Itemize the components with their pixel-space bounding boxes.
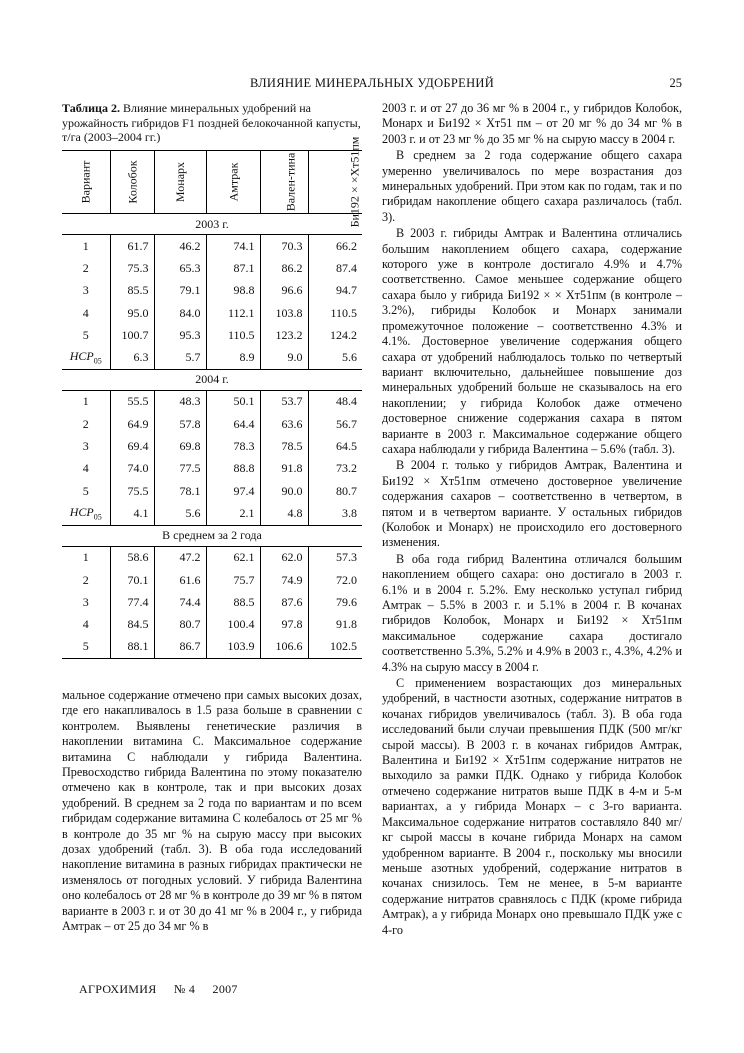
table-cell: 48.3: [154, 390, 206, 413]
table-cell: 5.6: [308, 346, 362, 369]
table-cell: 57.8: [154, 413, 206, 435]
column-header: [62, 151, 110, 214]
section-title: 2004 г.: [62, 369, 362, 390]
table-cell: 84.5: [110, 613, 154, 635]
table-cell: 69.4: [110, 435, 154, 457]
variant-cell: 3: [82, 283, 89, 298]
table-cell: 124.2: [308, 324, 362, 346]
table-cell: 6.3: [110, 346, 154, 369]
column-header-label: Колобок: [125, 159, 140, 204]
variant-cell: 1: [82, 550, 89, 565]
table-cell: 5.6: [154, 502, 206, 525]
table-row: [62, 235, 362, 258]
table-cell: 74.9: [260, 569, 308, 591]
table-cell: 48.4: [308, 390, 362, 413]
table-cell: 77.4: [110, 591, 154, 613]
section-title: 2003 г.: [62, 214, 362, 235]
table-row: [62, 257, 362, 279]
column-header: [308, 136, 362, 227]
column-header-label: Монарх: [173, 161, 187, 202]
table-cell: 78.5: [260, 435, 308, 457]
table-cell: 74.1: [206, 235, 260, 258]
table-cell: 95.0: [110, 302, 154, 324]
right-column-text: [382, 101, 682, 938]
column-header: [260, 151, 308, 214]
table-cell: 61.7: [110, 235, 154, 258]
column-header-label: Вален-тина: [282, 152, 297, 211]
table-cell: 9.0: [260, 346, 308, 369]
table-caption-text: Влияние минеральных удобрений на урожайность гибридов F1 поздней белокочанной капусты, т/га (2003–2004 гг.): [62, 101, 361, 145]
table-cell: 86.2: [260, 257, 308, 279]
variant-cell: 2: [82, 260, 89, 275]
table-cell: 64.4: [206, 413, 260, 435]
table-cell: 80.7: [154, 613, 206, 635]
page-number: 25: [669, 76, 682, 90]
table-cell: 95.3: [154, 324, 206, 346]
variant-cell: 1: [82, 394, 89, 409]
column-header: [154, 151, 206, 214]
table-cell: 70.3: [260, 235, 308, 258]
column-header: [110, 151, 154, 214]
table-caption: [62, 101, 362, 145]
table-cell: 70.1: [110, 569, 154, 591]
footer-issue: № 4: [173, 982, 196, 996]
table-cell: 77.5: [154, 458, 206, 480]
running-header: [62, 76, 682, 92]
table-cell: 103.9: [206, 636, 260, 659]
table-cell: 94.7: [308, 280, 362, 302]
table-cell: 96.6: [260, 280, 308, 302]
table-cell: 100.7: [110, 324, 154, 346]
variant-cell: 4: [82, 617, 89, 632]
table-cell: 73.2: [308, 458, 362, 480]
table-row: [62, 502, 362, 525]
table-cell: 2.1: [206, 502, 260, 525]
paragraph: мальное содержание отмечено при самых высоких дозах, где его накапливалось в 1.5 раза больше в сравнении с контролем. Выявлены генетические различия в накоплении витамина С. Максимальное содержание витамина С наблюдали у гибрида Валентина. Превосходство гибрида Валентина по этому показателю отмечено как в контроле, так и при высоких дозах удобрений. В среднем за 2 года по вариантам и по всем гибридам содержание витамина С колебалось от 25 мг % в контроле до 35 мг % на сырую массу при высоких дозах удобрений (табл. 3). В оба года исследований накопление витамина в разных гибридах практически не изменялось от погодных условий. У гибрида Валентина оно колебалось от 28 мг % в контроле до 39 мг % в пятом варианте в 2003 г. и от 30 до 41 мг % в 2004 г., у гибрида Амтрак – от 25 до 34 мг % в: [62, 688, 362, 934]
table-cell: 79.1: [154, 280, 206, 302]
table-cell: 4.8: [260, 502, 308, 525]
variant-cell: 4: [82, 461, 89, 476]
variant-cell: 2: [82, 572, 89, 587]
table-cell: 64.9: [110, 413, 154, 435]
table-cell: 69.8: [154, 435, 206, 457]
table-cell: 72.0: [308, 569, 362, 591]
variant-cell: 5: [82, 327, 89, 342]
table-row: [62, 346, 362, 369]
table-cell: 98.8: [206, 280, 260, 302]
table-cell: 90.0: [260, 480, 308, 502]
table-cell: 87.1: [206, 257, 260, 279]
footer-journal: АГРОХИМИЯ: [79, 982, 157, 996]
column-header-label: Би192 × ×Хт51пм: [346, 136, 361, 227]
table-row: [62, 435, 362, 457]
table-row: [62, 324, 362, 346]
table-cell: 46.2: [154, 235, 206, 258]
table-cell: 88.1: [110, 636, 154, 659]
table-row: [62, 480, 362, 502]
table-cell: 87.6: [260, 591, 308, 613]
table-cell: 85.5: [110, 280, 154, 302]
table-cell: 112.1: [206, 302, 260, 324]
table-cell: 47.2: [154, 546, 206, 569]
table-cell: 64.5: [308, 435, 362, 457]
table-cell: 50.1: [206, 390, 260, 413]
table-cell: 62.1: [206, 546, 260, 569]
table-cell: 79.6: [308, 591, 362, 613]
table-cell: 80.7: [308, 480, 362, 502]
table-cell: 87.4: [308, 257, 362, 279]
table-row: [62, 458, 362, 480]
table-cell: 100.4: [206, 613, 260, 635]
table-cell: 88.8: [206, 458, 260, 480]
table-cell: 62.0: [260, 546, 308, 569]
table-cell: 3.8: [308, 502, 362, 525]
table-row: [62, 546, 362, 569]
variant-cell: 2: [82, 416, 89, 431]
paragraph: В среднем за 2 года содержание общего сахара умеренно увеличивалось по мере возрастания доз минеральных удобрений. При этом как по годам, так и по гибридам накопление общего сахара различалось (табл. 3).: [382, 148, 682, 224]
table-cell: 75.7: [206, 569, 260, 591]
paragraph: В 2003 г. гибриды Амтрак и Валентина отличались большим накоплением общего сахара, содержание которого уже в контроле достигало 4.9% и 4.7% соответственно. Самое меньшее содержание общего сахара было у гибрида Би192 × × Хт51пм (в контроле – 3.2%), гибриды Колобок и Монарх занимали промежуточное положение – соответственно 4.3% и 4.1%. Достоверное увеличение содержания общего сахара от удобрений наблюдалось только по четвертый вариант включительно, дальнейшее повышение доз минеральных удобрений больше не сказывалось на его накоплении; у гибрида Колобок даже отмечено достоверное снижение содержания сахара в пятом варианте в 2003 г. Максимальное содержание общего сахара наблюдали у гибрида Валентина – 5.6% (табл. 3).: [382, 226, 682, 456]
table-cell: 123.2: [260, 324, 308, 346]
variant-cell: 5: [82, 483, 89, 498]
table-cell: 57.3: [308, 546, 362, 569]
table-cell: 75.5: [110, 480, 154, 502]
table-cell: 4.1: [110, 502, 154, 525]
paragraph: В 2004 г. только у гибридов Амтрак, Валентина и Би192 × Хт51пм отмечено достоверное увеличение содержания сахаров – соответственно в четвертом, в пятом и в четвертом варианте. У остальных гибридов (Колобок и Монарх) не происходило его достоверного изменения.: [382, 458, 682, 550]
yield-table: [62, 136, 362, 659]
table-cell: 55.5: [110, 390, 154, 413]
table-row: [62, 302, 362, 324]
table-cell: 74.4: [154, 591, 206, 613]
table-row: [62, 390, 362, 413]
table-row: [62, 569, 362, 591]
table-cell: 84.0: [154, 302, 206, 324]
section-title: В среднем за 2 года: [62, 525, 362, 546]
section-row: [62, 369, 362, 390]
column-header-label: Вариант: [78, 160, 93, 203]
variant-cell: 4: [82, 305, 89, 320]
variant-cell: $HCP_{05}$: [69, 349, 102, 366]
table-cell: 66.2: [308, 235, 362, 258]
table-cell: 61.6: [154, 569, 206, 591]
table-cell: 110.5: [308, 302, 362, 324]
table-cell: 74.0: [110, 458, 154, 480]
column-header-label: Амтрак: [226, 162, 240, 201]
table-cell: 8.9: [206, 346, 260, 369]
variant-cell: 3: [82, 594, 89, 609]
table-cell: 75.3: [110, 257, 154, 279]
table-cell: 56.7: [308, 413, 362, 435]
variant-cell: $HCP_{05}$: [69, 505, 102, 522]
table-cell: 103.8: [260, 302, 308, 324]
paragraph: В оба года гибрид Валентина отличался большим накоплением общего сахара: оно достигало в 2003 г. 6.1% и в 2004 г. 5.2%. Ему несколько уступал гибрид Амтрак – 5.5% в 2003 г. и 5.1% в 2004 г. В кочанах гибридов Колобок, Монарх и Би192 × Хт51пм максимальное содержание сахара достигало соответственно 5.3%, 5.2% и 4.9% в 2003 г., 4.3%, 4.2% и 4.3% на сырую массу в 2004 г.: [382, 551, 682, 674]
section-row: [62, 214, 362, 235]
left-column-text: [62, 688, 362, 935]
table-row: [62, 280, 362, 302]
table-cell: 88.5: [206, 591, 260, 613]
paragraph: 2003 г. и от 27 до 36 мг % в 2004 г., у гибридов Колобок, Монарх и Би192 × Хт51 пм – от 20 мг % до 34 мг % в 2003 г. и от 23 мг % до 35 мг % на сырую массу в 2004 г.: [382, 101, 682, 146]
table-cell: 110.5: [206, 324, 260, 346]
table-cell: 97.4: [206, 480, 260, 502]
table-cell: 91.8: [308, 613, 362, 635]
table-cell: 78.1: [154, 480, 206, 502]
variant-cell: 1: [82, 238, 89, 253]
table-row: [62, 413, 362, 435]
table-cell: 102.5: [308, 636, 362, 659]
column-header: [206, 151, 260, 214]
table-row: [62, 591, 362, 613]
table-cell: 78.3: [206, 435, 260, 457]
table-cell: 5.7: [154, 346, 206, 369]
table-caption-label: Таблица 2.: [62, 101, 120, 115]
table-cell: 53.7: [260, 390, 308, 413]
variant-cell: 5: [62, 636, 110, 659]
table-cell: 63.6: [260, 413, 308, 435]
page-footer: [79, 982, 252, 997]
table-row: [62, 636, 362, 659]
table-row: [62, 613, 362, 635]
table-cell: 86.7: [154, 636, 206, 659]
header-title: ВЛИЯНИЕ МИНЕРАЛЬНЫХ УДОБРЕНИЙ: [249, 76, 495, 90]
variant-cell: 3: [82, 439, 89, 454]
table-cell: 65.3: [154, 257, 206, 279]
table-cell: 91.8: [260, 458, 308, 480]
section-row: [62, 525, 362, 546]
footer-year: 2007: [212, 982, 238, 996]
table-cell: 58.6: [110, 546, 154, 569]
table-cell: 106.6: [260, 636, 308, 659]
table-cell: 97.8: [260, 613, 308, 635]
paragraph: С применением возрастающих доз минеральных удобрений, в частности азотных, содержание нитратов в кочанах гибридов увеличивалось (табл. 3). В оба года исследований были случаи превышения ПДК (500 мг/кг сырой массы). В 2003 г. в кочанах гибридов Амтрак, Валентина и Би192 × Хт51пм содержание нитратов не выходило за рамки ПДК. Однако у гибрида Колобок отмечено содержание нитратов выше ПДК в 4-м и 5-м вариантах, а у гибрида Монарх – с 3-го варианта. Максимальное содержание нитратов составляло 840 мг/кг сырой массы в кочане гибрида Монарх на самом удобренном варианте. В 2004 г., поскольку мы вносили меньше азотных удобрений, содержание нитратов в кочанах снизилось. Тем не менее, в 5-м варианте содержание нитратов сравнялось с ПДК (кроме гибрида Амтрак), а у гибрида Монарх оно превышало ПДК уже с 4-го: [382, 676, 682, 937]
